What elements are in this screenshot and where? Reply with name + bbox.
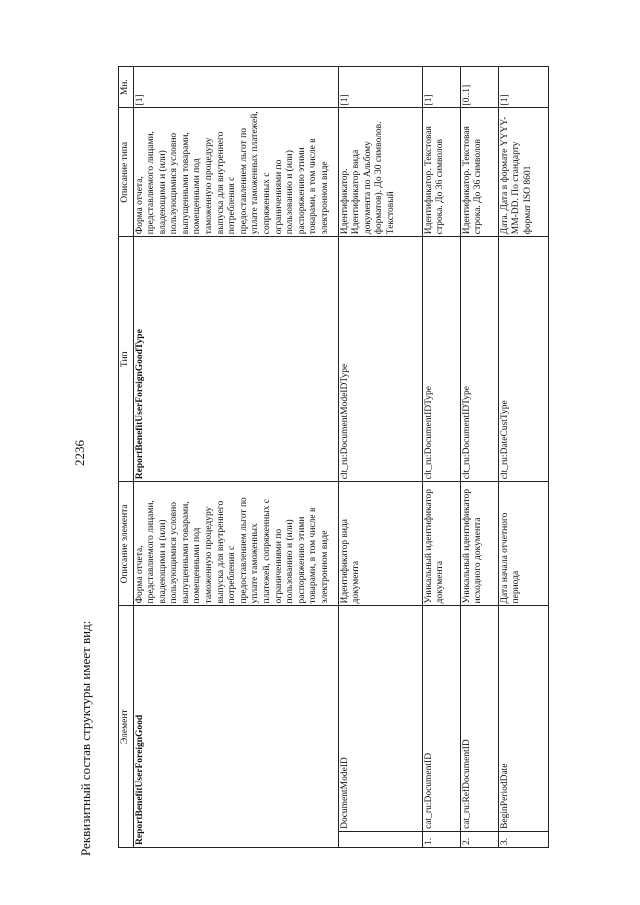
cell-multiplicity: [1]: [338, 67, 422, 108]
rotated-table-container: [118, 66, 553, 848]
cell-element-description: Дата начала отчетного периода: [498, 482, 548, 606]
table-row: [422, 67, 460, 848]
cell-element: cat_ru:DocumentID: [422, 606, 460, 831]
header-element: Элемент: [119, 606, 134, 848]
cell-type: ReportBenefitUserForeignGoodType: [133, 237, 338, 482]
table-row: [133, 67, 338, 848]
cell-element: ReportBenefitUserForeignGood: [133, 606, 338, 848]
cell-type: clt_ru:DocumentModeIDType: [338, 237, 422, 482]
cell-type: clt_ru:DocumentIDType: [422, 237, 460, 482]
table-row: [338, 67, 422, 848]
cell-multiplicity: [0..1]: [460, 67, 498, 108]
cell-type-description: Дата. Дата в формате YYYY-MM-DD. По стандарту формат ISO 8601: [498, 108, 548, 237]
cell-type-description: Идентификатор. Текстовая строка. До 36 символов: [460, 108, 498, 237]
intro-text: Реквизитный состав структуры имеет вид:: [78, 620, 93, 856]
cell-num: 3.: [498, 831, 548, 847]
table-row: [498, 67, 548, 848]
cell-type-description: Идентификатор. Текстовая строка. До 36 символов: [422, 108, 460, 237]
table-row: [460, 67, 498, 848]
page-number: 2236: [72, 440, 87, 466]
cell-type-description: Форма отчета, представляемого лицами, владеющими и (или) пользующимися условно выпущенными товарами, помещенными под таможенную процедуру выпуска для внутреннего потребления с предоставлением льгот по уплате таможенных платежей, сопряженных с ограничениями по пользованию и (или) распоряжению этими товарами, в том числе в электронном виде: [133, 108, 338, 237]
cell-element: cat_ru:RefDocumentID: [460, 606, 498, 831]
cell-type: clt_ru:DocumentIDType: [460, 237, 498, 482]
cell-num: [338, 831, 422, 847]
cell-element-description: Уникальный идентификатор исходного документа: [460, 482, 498, 606]
cell-type-description: Идентификатор. Идентификатор вида документа по Альбому форматов). До 30 символов. Текстовый: [338, 108, 422, 237]
cell-element: DocumentModeID: [338, 606, 422, 831]
cell-num: 1.: [422, 831, 460, 847]
cell-multiplicity: [1]: [498, 67, 548, 108]
cell-element-description: Идентификатор вида документа: [338, 482, 422, 606]
cell-element-description: Уникальный идентификатор документа: [422, 482, 460, 606]
cell-element-description: Форма отчета, представляемого лицами, владеющими и (или) пользующимися условно выпущенными товарами, помещенными под таможенную процедуру выпуска для внутреннего потребления с предоставлением льгот по уплате таможенных платежей, сопряженных с ограничениями по пользованию и (или) распоряжению этими товарами, в том числе в электронном виде: [133, 482, 338, 606]
header-type: Тип: [119, 237, 134, 482]
header-multiplicity: Мн.: [119, 67, 134, 108]
cell-element: BeginPeriodDate: [498, 606, 548, 831]
cell-num: 2.: [460, 831, 498, 847]
table-header-row: [119, 67, 134, 848]
cell-multiplicity: [1]: [133, 67, 338, 108]
header-element-description: Описание элемента: [119, 482, 134, 606]
cell-multiplicity: [1]: [422, 67, 460, 108]
header-type-description: Описание типа: [119, 108, 134, 237]
structure-table: [118, 66, 549, 848]
cell-type: clt_ru:DateCustType: [498, 237, 548, 482]
